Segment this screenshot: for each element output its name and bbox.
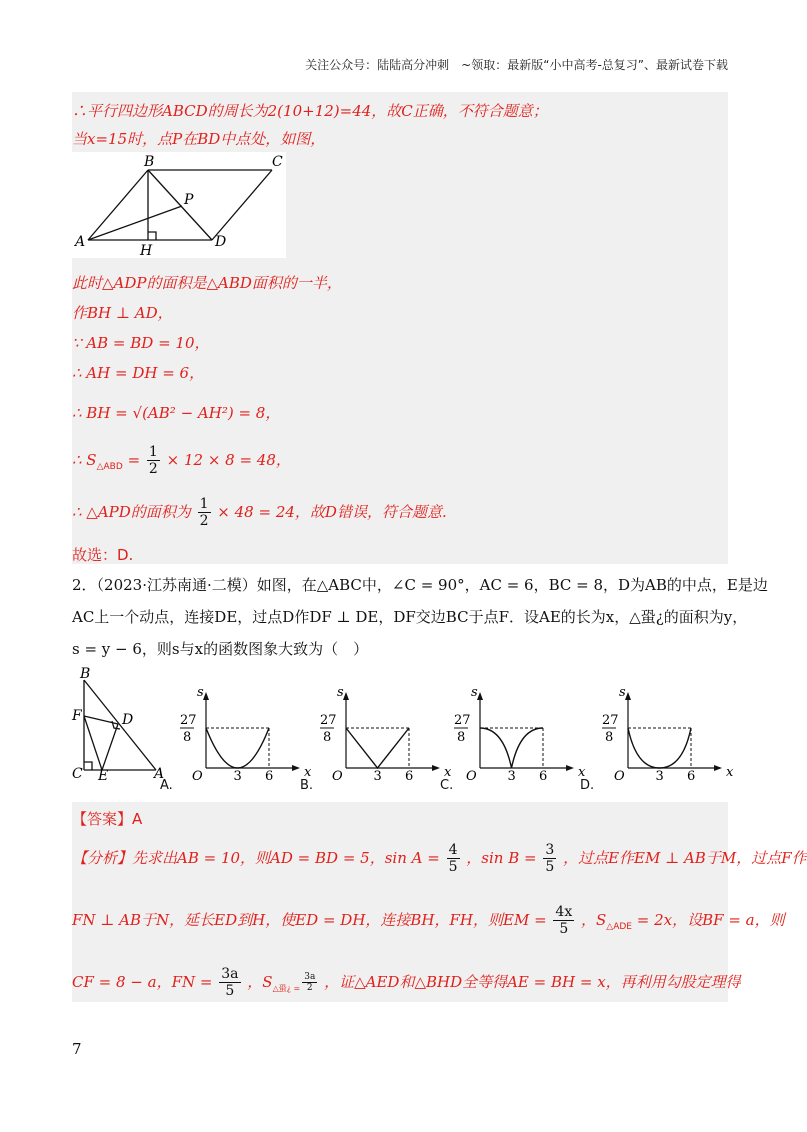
analysis-3c: ，证△AED和△BHD全等得AE = BH = x，再利用勾股定理得 <box>324 973 741 991</box>
sol-line-3: 此时△ADP的面积是△ABD面积的一半， <box>72 274 342 292</box>
sol-line-9 <box>72 496 447 529</box>
analysis-3sub: △蛩¿ = <box>272 984 301 993</box>
tick-6: 6 <box>539 769 548 784</box>
analysis-3a: CF = 8 − a，FN = <box>72 973 213 991</box>
label-C: C <box>272 154 283 170</box>
function-curve <box>480 728 543 768</box>
triangle-figure <box>72 666 172 782</box>
page-number: 7 <box>72 1040 82 1058</box>
label-27: 27 <box>602 713 619 728</box>
tick-3: 3 <box>655 769 664 784</box>
tri-label-B: B <box>80 666 91 682</box>
label-27: 27 <box>454 713 471 728</box>
answer-line: 【答案】A <box>72 810 143 828</box>
tick-3: 3 <box>233 769 242 784</box>
origin-label: O <box>332 769 343 784</box>
option-graph-D[interactable] <box>600 685 734 788</box>
analysis-2a: FN ⊥ AB于N，延长ED到H，使ED = DH，连接BH，FH，则EM = <box>72 911 547 929</box>
y-axis-arrow <box>625 692 631 700</box>
analysis-2sub: △ADE <box>606 922 632 932</box>
y-axis-label: s <box>619 685 626 700</box>
x-axis-label: x <box>444 765 452 780</box>
analysis-2c: = 2x，设BF = a，则 <box>636 911 785 929</box>
sol-line-6: ∴ AH = DH = 6， <box>72 364 205 382</box>
label-A: A <box>75 234 86 250</box>
sol-line-2: 当x=15时，点P在BD中点处，如图， <box>72 130 326 148</box>
question-2-line-3: s = y − 6，则s与x的函数图象大致为（ ） <box>72 640 369 658</box>
tri-label-F: F <box>72 708 82 724</box>
label-8: 8 <box>605 730 614 745</box>
sol-line-8 <box>72 444 291 477</box>
fraction-4x-5: $\frac{4x}{5}$ <box>555 904 573 937</box>
sol8-sub: △ABD <box>96 462 123 472</box>
analysis-2b: ，S <box>581 911 607 929</box>
y-axis-label: s <box>337 685 344 700</box>
page-header: 关注公众号：陆陆高分冲刺 ~领取：最新版“小中高考-总复习”、最新试卷下载 <box>305 58 728 72</box>
analysis-line-1 <box>72 842 807 875</box>
x-axis-arrow <box>432 765 440 771</box>
analysis-1a: 【分析】先求出AB = 10，则AD = BD = 5，sin A = <box>72 849 440 867</box>
label-27: 27 <box>320 713 337 728</box>
label-8: 8 <box>183 730 192 745</box>
analysis-1c: ，过点E作EM ⊥ AB于M，过点F作 <box>563 849 807 867</box>
x-axis-arrow <box>714 765 722 771</box>
y-axis-label: s <box>471 685 478 700</box>
parallelogram-figure <box>72 152 286 258</box>
option-label-A[interactable]: A. <box>160 778 173 793</box>
tick-6: 6 <box>405 769 414 784</box>
origin-label: O <box>466 769 477 784</box>
sol-line-1: ∴平行四边形ABCD的周长为2(10+12)=44，故C正确，不符合题意； <box>72 102 548 120</box>
tick-6: 6 <box>265 769 274 784</box>
sol-line-4: 作BH ⊥ AD， <box>72 304 173 322</box>
option-label-B[interactable]: B. <box>300 778 314 793</box>
analysis-1b: ，sin B = <box>466 849 537 867</box>
option-graph-C[interactable] <box>452 685 586 788</box>
sol9-a: ∴ △APD的面积为 <box>72 503 191 521</box>
option-label-C[interactable]: C. <box>440 778 454 793</box>
question-2-line-1: 2．（2023·江苏南通·二模）如图，在△ABC中，∠C = 90°，AC = 6，BC = 8，D为AB的中点，E是边 <box>72 576 768 594</box>
sol-line-5: ∵ AB = BD = 10， <box>72 334 210 352</box>
y-axis-arrow <box>203 692 209 700</box>
sol-line-7: ∴ BH = √(AB² − AH²) = 8， <box>72 404 281 422</box>
x-axis-label: x <box>304 765 312 780</box>
label-D: D <box>215 234 227 250</box>
fraction-half-2: $\frac{1}{2}$ <box>199 496 209 529</box>
option-graph-B[interactable] <box>318 685 452 788</box>
x-axis-arrow <box>566 765 574 771</box>
question-2-line-2: AC上一个动点，连接DE，过点D作DF ⊥ DE，DF交边BC于点F．设AE的长为x，△蛩¿的面积为y， <box>72 608 748 626</box>
function-curve <box>206 728 269 768</box>
y-axis-label: s <box>197 685 204 700</box>
label-27: 27 <box>180 713 197 728</box>
sol8-a: ∴ S <box>72 451 97 469</box>
label-B: B <box>144 154 155 170</box>
analysis-3b: ，S <box>247 973 273 991</box>
tri-label-E: E <box>98 768 109 784</box>
option-graph-A[interactable] <box>178 685 312 788</box>
fraction-3-5: $\frac{3}{5}$ <box>545 842 555 875</box>
tri-label-D: D <box>122 712 134 728</box>
y-axis-arrow <box>477 692 483 700</box>
y-axis-arrow <box>343 692 349 700</box>
label-P: P <box>184 192 194 208</box>
tick-6: 6 <box>687 769 696 784</box>
function-curve <box>346 728 409 768</box>
fraction-half: $\frac{1}{2}$ <box>148 444 158 477</box>
tri-label-A: A <box>154 766 165 782</box>
x-axis-label: x <box>726 765 734 780</box>
fraction-4-5: $\frac{4}{5}$ <box>448 842 458 875</box>
origin-label: O <box>192 769 203 784</box>
label-8: 8 <box>457 730 466 745</box>
tick-3: 3 <box>507 769 516 784</box>
option-label-D[interactable]: D. <box>580 778 595 793</box>
analysis-line-3 <box>72 966 741 999</box>
label-H: H <box>140 243 153 259</box>
tick-3: 3 <box>373 769 382 784</box>
sol9-b: × 48 = 24，故D错误，符合题意. <box>217 503 447 521</box>
x-axis-arrow <box>292 765 300 771</box>
sol8-c: × 12 × 8 = 48， <box>166 451 291 469</box>
label-8: 8 <box>323 730 332 745</box>
sol8-b: = <box>127 451 141 469</box>
fraction-3a-5: $\frac{3a}{5}$ <box>221 966 239 999</box>
sol-line-10: 故选：D. <box>72 546 134 564</box>
analysis-line-2 <box>72 904 785 937</box>
tri-label-C: C <box>72 766 83 782</box>
fraction-3a-2: $\frac{3a}{2}$ <box>304 972 316 993</box>
x-axis-label: x <box>578 765 586 780</box>
function-curve <box>628 728 691 768</box>
origin-label: O <box>614 769 625 784</box>
